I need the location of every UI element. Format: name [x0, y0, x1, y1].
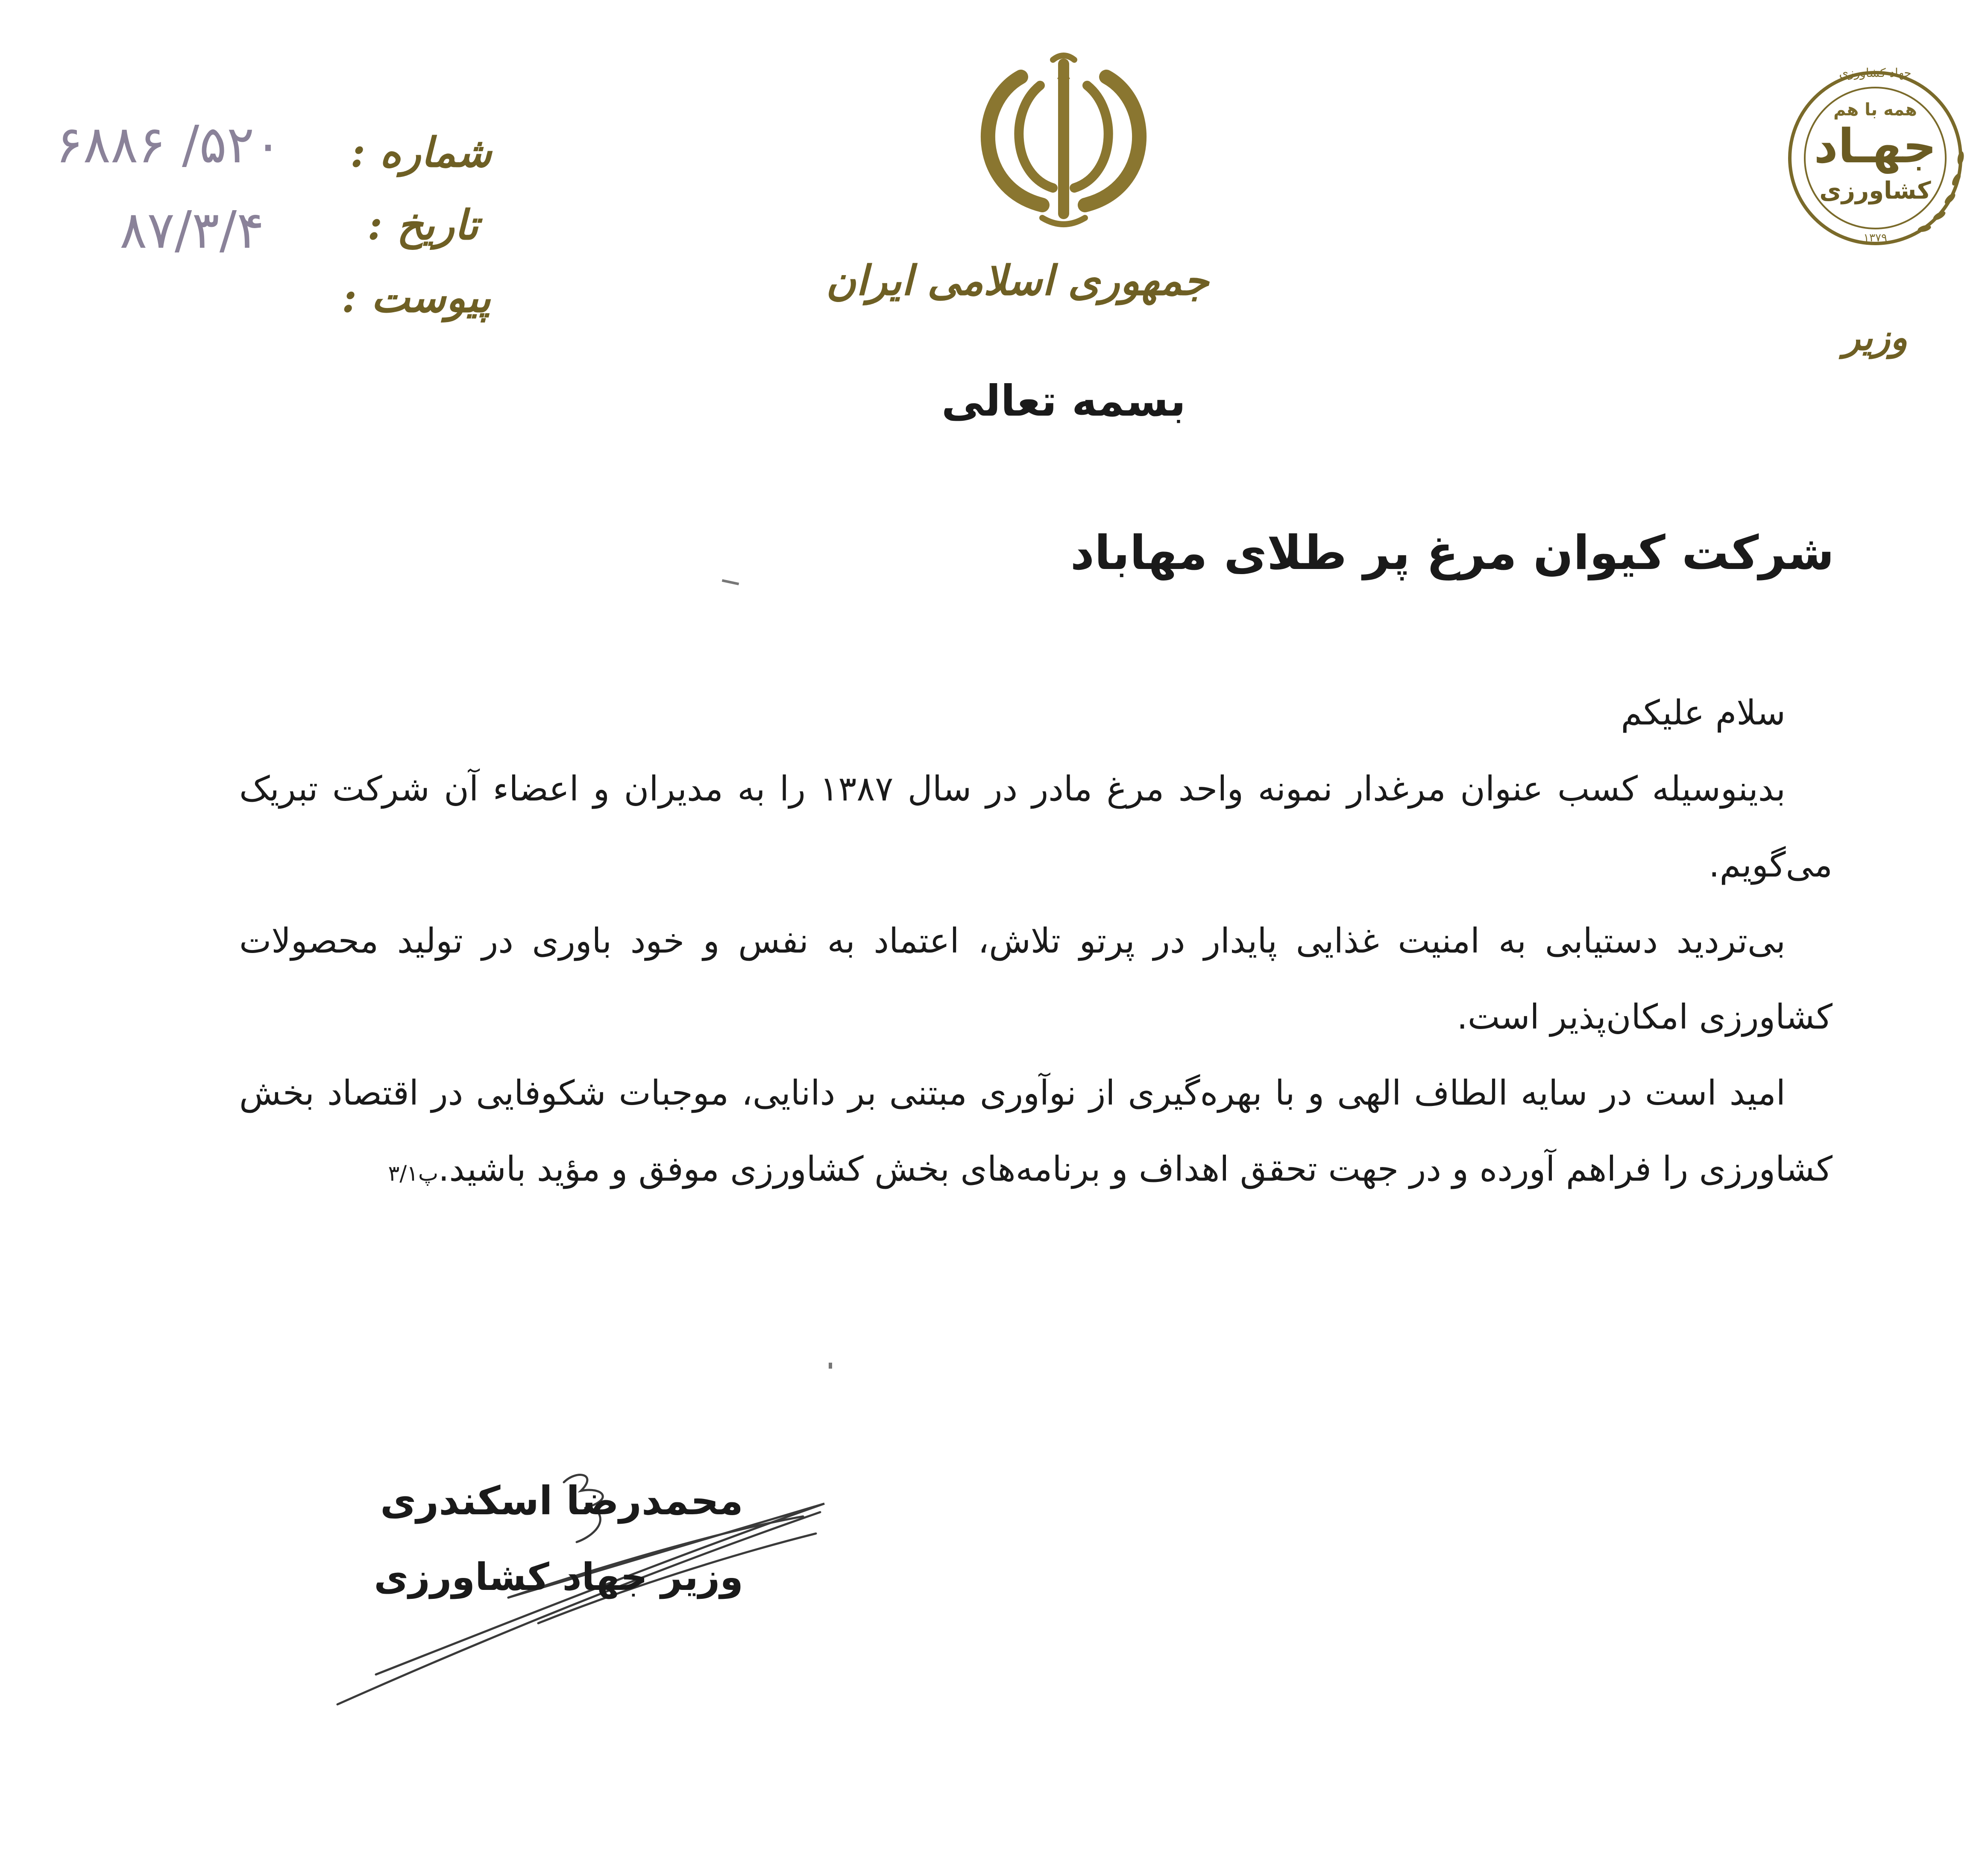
- scan-speck: [829, 1363, 832, 1369]
- letter-body: [239, 675, 1833, 1211]
- number-value: ۵۲۰/ ۶۸۸۶: [56, 115, 282, 175]
- paragraph-1: بدینوسیله کسب عنوان مرغدار نمونه واحد مرغ مادر در سال ۱۳۸۷ را به مدیران و اعضاء آن شرکت تبریک می‌گویم.: [239, 769, 1833, 885]
- reference-mark: پ۳/۱: [388, 1161, 439, 1186]
- signatory-name: محمدرضا اسکندری: [380, 1478, 743, 1524]
- date-label: تاریخ :: [367, 201, 478, 249]
- paragraph-3-text: امید است در سایه الطاف الهی و با بهره‌گیری از نوآوری مبتنی بر دانایی، موجبات شکوفایی در اقتصاد بخش کشاورزی را فراهم آورده و در جهت تحقق اهداف و برنامه‌های بخش کشاورزی موفق و مؤید باشید.: [239, 1073, 1833, 1189]
- ministry-seal-icon: [1773, 51, 1978, 265]
- greeting: سلام علیکم: [1621, 693, 1786, 733]
- paragraph-3: [239, 1055, 1833, 1211]
- attachment-label: پیوست :: [342, 273, 491, 322]
- signatory-title: وزیر جهاد کشاورزی: [374, 1555, 743, 1599]
- recipient: شرکت کیوان مرغ پر طلای مهاباد: [1070, 525, 1834, 580]
- seal-sub-text: کشاورزی: [1819, 177, 1931, 205]
- seal-year: ۱۳۷۹: [1863, 232, 1887, 244]
- invocation: بسمه تعالی: [941, 376, 1186, 426]
- seal-outer-text: جهاد کشاورزی: [1839, 66, 1912, 80]
- office-label: وزیر: [1843, 316, 1908, 358]
- seal-top-text: همه با هم: [1833, 100, 1917, 120]
- scan-speck: [722, 579, 739, 585]
- date-value: ۸۷/۳/۴: [120, 201, 264, 260]
- iran-emblem-icon: [957, 47, 1170, 243]
- country-name: جمهوری اسلامی ایران: [826, 256, 1209, 305]
- seal-main-text: جهـاد: [1814, 119, 1937, 173]
- number-label: شماره :: [350, 128, 492, 176]
- paragraph-2: بی‌تردید دستیابی به امنیت غذایی پایدار در پرتو تلاش، اعتماد به نفس و خود باوری در تولید محصولات کشاورزی امکان‌پذیر است.: [239, 921, 1833, 1037]
